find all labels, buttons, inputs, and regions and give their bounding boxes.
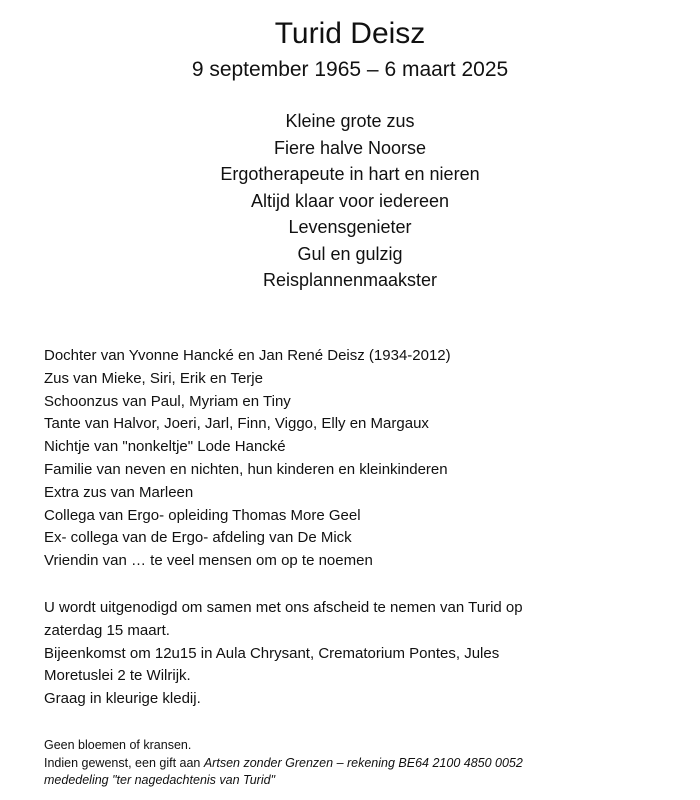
invitation-line: U wordt uitgenodigd om samen met ons afscheid te nemen van Turid op — [44, 599, 523, 616]
relation-line: Extra zus van Marleen — [44, 483, 194, 501]
epithet-line: Altijd klaar voor iedereen — [250, 190, 450, 211]
epithet-line: Fiere halve Noorse — [273, 137, 427, 158]
relation-line: Familie van neven en nichten, hun kinderen en kleinkinderen — [44, 460, 448, 478]
invitation-line: zaterdag 15 maart. — [44, 621, 170, 639]
invitation-line: Bijeenkomst om 12u15 in Aula Chrysant, Crematorium Pontes, Jules — [44, 644, 500, 662]
footer-notes — [44, 737, 684, 790]
epithet-line: Ergotherapeute in hart en nieren — [220, 164, 480, 184]
header — [0, 14, 700, 84]
invitation-block — [44, 597, 644, 711]
gift-organization: Artsen zonder Grenzen — [203, 755, 334, 770]
invitation-line: Graag in kleurige kledij. — [44, 690, 201, 708]
gift-prefix: Indien gewenst, een gift aan — [44, 755, 204, 770]
epithet-list — [0, 108, 700, 294]
no-flowers-note: Geen bloemen of kransen. — [44, 738, 192, 752]
invitation-line: Moretuslei 2 te Wilrijk. — [44, 667, 191, 685]
life-dates: 9 september 1965 – 6 maart 2025 — [191, 58, 509, 81]
epithet-line: Levensgenieter — [288, 217, 412, 237]
relation-line: Collega van Ergo- opleiding Thomas More Geel — [44, 506, 361, 524]
deceased-name: Turid Deisz — [274, 17, 426, 50]
relation-line: Nichtje van "nonkeltje" Lode Hancké — [44, 438, 286, 456]
epithet-line: Reisplannenmaakster — [262, 270, 438, 290]
relation-line: Dochter van Yvonne Hancké en Jan René Deisz (1934-2012) — [44, 347, 451, 364]
relation-line: Zus van Mieke, Siri, Erik en Terje — [44, 369, 263, 387]
gift-message: mededeling "ter nagedachtenis van Turid" — [44, 773, 276, 787]
gift-account: – rekening BE64 2100 4850 0052 — [333, 755, 523, 770]
relation-line: Schoonzus van Paul, Myriam en Tiny — [44, 392, 291, 410]
epithet-line: Gul en gulzig — [297, 243, 403, 264]
relation-line: Ex- collega van de Ergo- afdeling van De Mick — [44, 529, 352, 547]
gift-note — [44, 755, 684, 773]
relations-list — [44, 345, 664, 573]
relation-line: Tante van Halvor, Joeri, Jarl, Finn, Viggo, Elly en Margaux — [44, 415, 429, 433]
epithet-line: Kleine grote zus — [285, 111, 415, 131]
relation-line: Vriendin van … te veel mensen om op te noemen — [44, 552, 373, 570]
